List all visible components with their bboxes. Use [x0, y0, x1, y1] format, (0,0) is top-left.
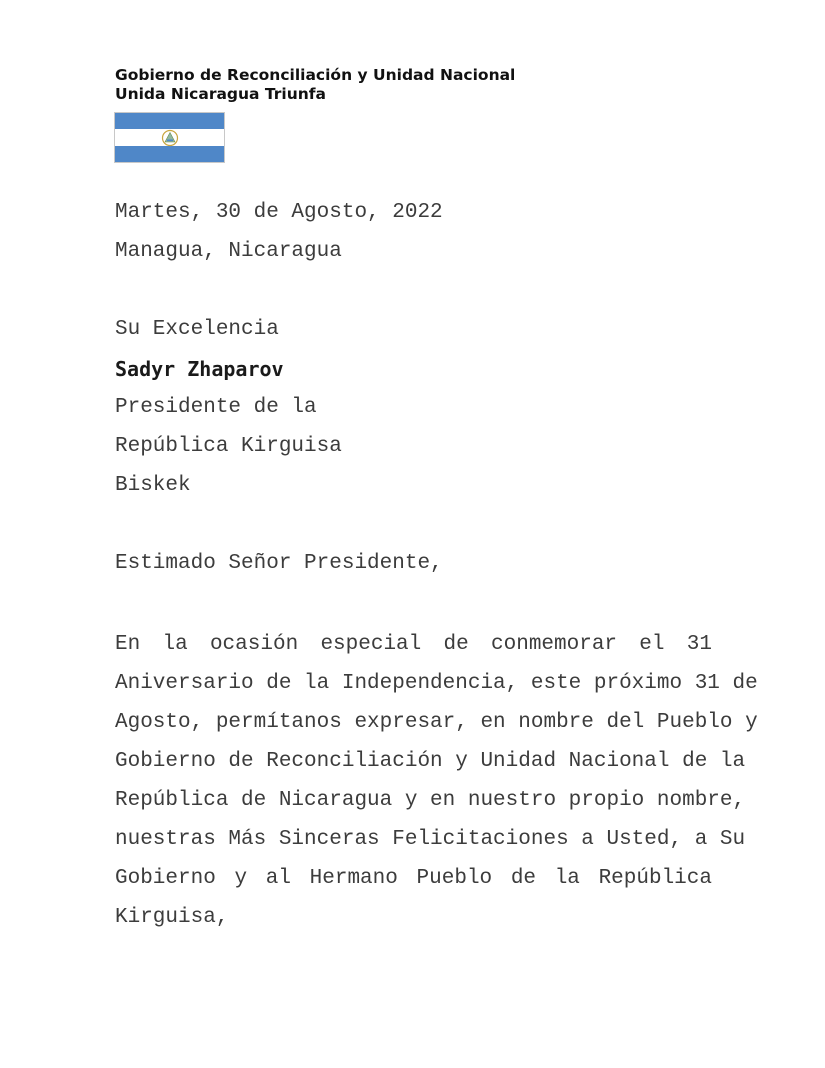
letter-body-paragraph	[115, 625, 758, 937]
body-line: República de Nicaragua y en nuestro propio nombre,	[115, 789, 746, 812]
body-line: Aniversario de la Independencia, este próximo 31 de	[115, 672, 758, 695]
recipient-name: Sadyr Zhaparov	[115, 357, 284, 381]
recipient-title-line1: Presidente de la	[115, 396, 317, 419]
letterhead-slogan: Unida Nicaragua Triunfa	[115, 85, 327, 103]
flag-bottom-stripe	[115, 146, 224, 162]
body-line: Kirguisa,	[115, 906, 229, 929]
letter-place: Managua, Nicaragua	[115, 240, 342, 263]
body-line: nuestras Más Sinceras Felicitaciones a Usted, a Su	[115, 828, 746, 851]
nicaragua-flag-icon	[114, 112, 225, 163]
body-line: Agosto, permítanos expresar, en nombre del Pueblo y	[115, 711, 758, 734]
coat-of-arms-icon	[161, 129, 179, 147]
body-line: Gobierno y al Hermano Pueblo de la República	[115, 867, 712, 890]
body-line: Gobierno de Reconciliación y Unidad Nacional de la	[115, 750, 746, 773]
letterhead-government-name: Gobierno de Reconciliación y Unidad Nacional	[115, 66, 516, 84]
body-line: En la ocasión especial de conmemorar el 31	[115, 633, 712, 656]
recipient-honorific: Su Excelencia	[115, 318, 279, 341]
letter-date: Martes, 30 de Agosto, 2022	[115, 201, 443, 224]
letterhead	[115, 66, 515, 104]
letter-greeting: Estimado Señor Presidente,	[115, 552, 443, 575]
recipient-city: Biskek	[115, 474, 191, 497]
recipient-title-line2: República Kirguisa	[115, 435, 342, 458]
flag-top-stripe	[115, 113, 224, 129]
